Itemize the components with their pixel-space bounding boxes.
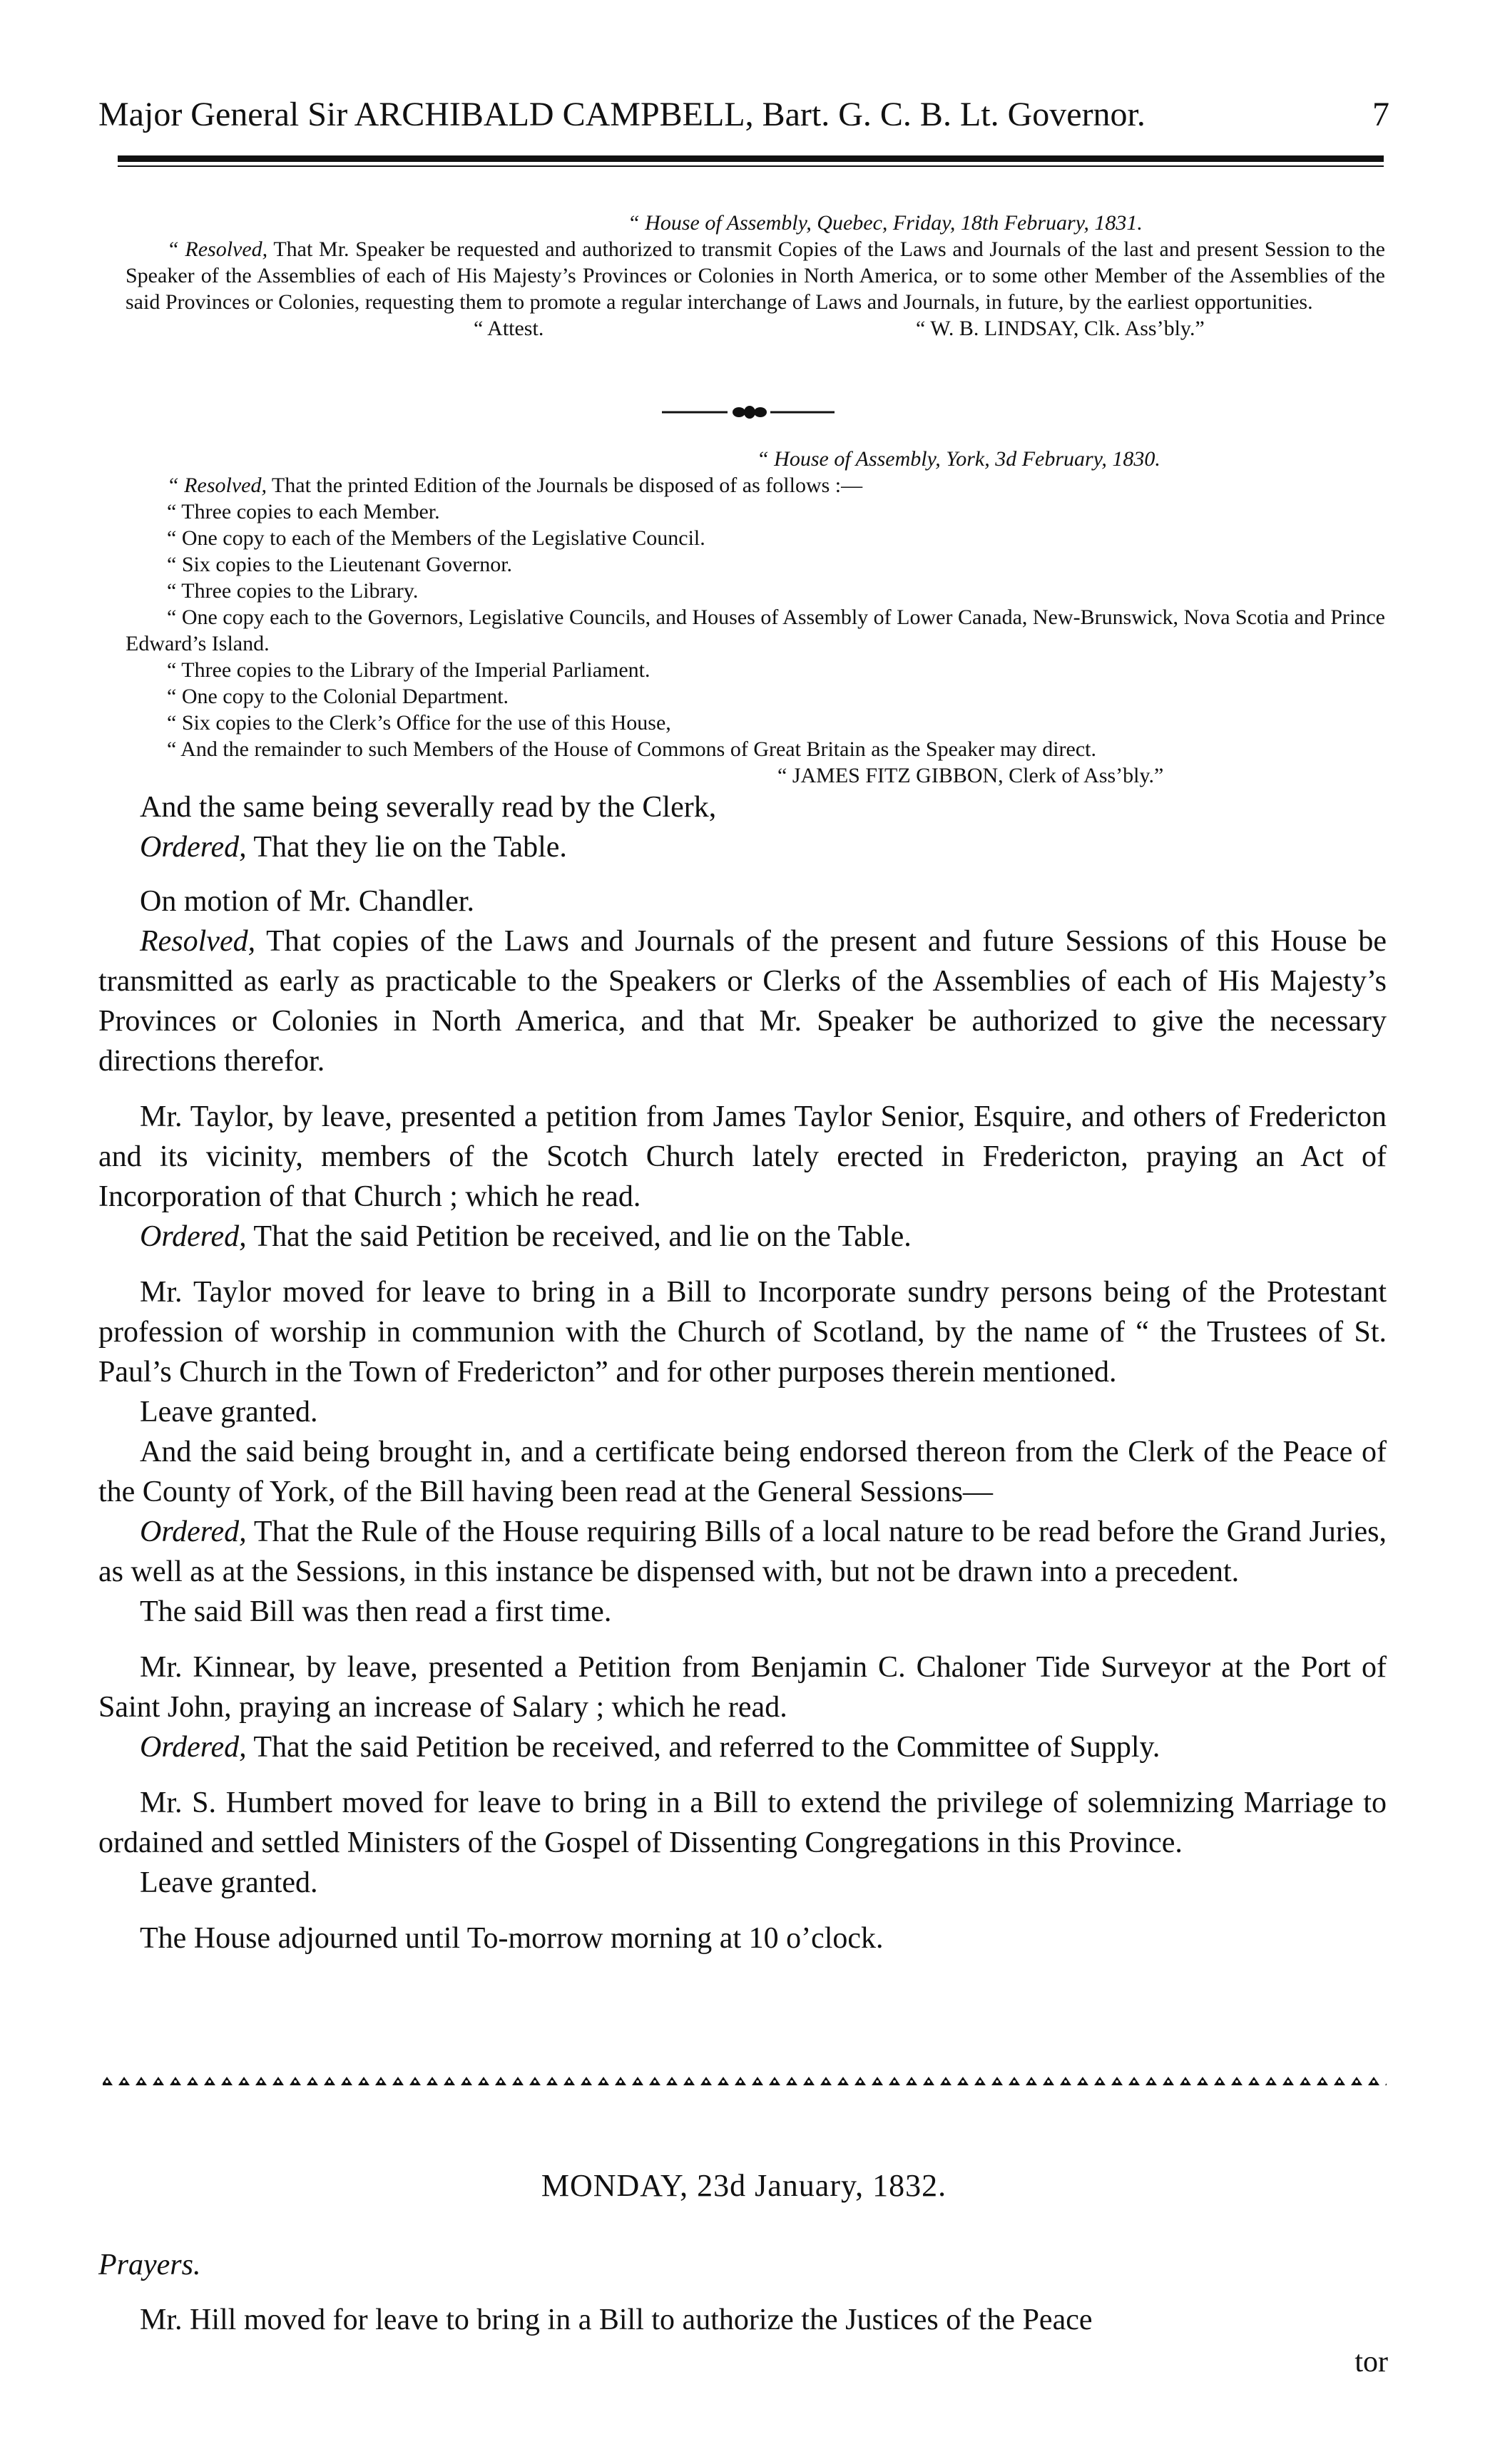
ordered-text: That the said Petition be received, and lie on the Table.: [246, 1220, 912, 1253]
page-number: 7: [1372, 96, 1389, 133]
york-item: “ Three copies to each Member.: [167, 500, 440, 523]
paragraph-ordered-rule: [98, 1512, 1387, 1592]
ordered-text: That the Rule of the House requiring Bills of a local nature to be read before the Grand Juries, as well as at the Sessions, in this instance be dispensed with, but not be drawn into a precedent.: [98, 1515, 1387, 1588]
paragraph-leave-granted: Leave granted.: [140, 1396, 318, 1428]
quebec-resolved-text: That Mr. Speaker be requested and authorized to transmit Copies of the Laws and Journals of the last and present Session to the Speaker of the Assemblies of each of His Majesty’s Provinces or Colonies in North America, or to some other Member of the Assemblies of the said Provinces or Colonies, requesting them to promote a regular interchange of Laws and Journals, in future, by the earliest opportunities.: [126, 237, 1385, 314]
catchword: tor: [1354, 2346, 1388, 2378]
prayers-text: Prayers.: [98, 2249, 201, 2281]
york-item: “ Six copies to the Clerk’s Office for the use of this House,: [167, 711, 671, 735]
header-rule-thick: [118, 155, 1384, 162]
york-item: “ And the remainder to such Members of the House of Commons of Great Britain as the Speaker may direct.: [167, 737, 1096, 761]
journal-body: [98, 787, 1387, 1958]
paragraph-bill-brought-in: And the said being brought in, and a certificate being endorsed thereon from the Clerk of the Peace of the County of York, of the Bill having been read at the General Sessions—: [98, 1436, 1387, 1508]
quebec-heading: “ House of Assembly, Quebec, Friday, 18th February, 1831.: [628, 211, 1143, 235]
ordered-word: Ordered,: [140, 1515, 247, 1548]
york-item: “ Three copies to the Library of the Imperial Parliament.: [167, 658, 650, 682]
quebec-resolved-word: “ Resolved,: [167, 237, 268, 261]
paragraph-kinnear-petition: Mr. Kinnear, by leave, presented a Petition from Benjamin C. Chaloner Tide Surveyor at the Port of Saint John, praying an increase of Salary ; which he read.: [98, 1651, 1387, 1724]
york-extract: [126, 446, 1385, 789]
paragraph-motion-chandler: On motion of Mr. Chandler.: [140, 885, 474, 918]
paragraph-ordered-petition: [98, 1217, 1387, 1257]
ordered-word: Ordered,: [140, 1220, 247, 1253]
quebec-attest: “ Attest.: [474, 317, 544, 340]
ordered-word: Ordered,: [140, 1731, 247, 1764]
ordered-word: Ordered,: [140, 831, 247, 864]
paragraph-humbert-bill: Mr. S. Humbert moved for leave to bring in a Bill to extend the privilege of solemnizing Marriage to ordained and settled Ministers of the Gospel of Dissenting Congregations in this Province.: [98, 1786, 1387, 1859]
date-heading: MONDAY, 23d January, 1832.: [541, 2168, 947, 2203]
paragraph-read-by-clerk: And the same being severally read by the Clerk,: [140, 791, 717, 824]
paragraph-taylor-bill: Mr. Taylor moved for leave to bring in a Bill to Incorporate sundry persons being of the Protestant profession of worship in communion with the Church of Scotland, by the name of “ the Trustees of St. Paul’s Church in the Town of Fredericton” and for other purposes therein mentioned.: [98, 1276, 1387, 1389]
quebec-extract: [126, 210, 1385, 342]
quebec-attest-line: [126, 315, 1385, 342]
prayers: [98, 2245, 200, 2285]
star-divider: [98, 2072, 1389, 2090]
resolved-word: Resolved,: [140, 925, 256, 958]
york-signature: “ JAMES FITZ GIBBON, Clerk of Ass’bly.”: [777, 764, 1164, 787]
york-item: “ Six copies to the Lieutenant Governor.: [167, 553, 513, 576]
york-resolved-text: That the printed Edition of the Journals be disposed of as follows :—: [266, 474, 863, 497]
header-rule-thin: [118, 165, 1384, 167]
york-item: “ One copy to the Colonial Department.: [167, 685, 509, 708]
quebec-resolution: [126, 236, 1385, 315]
quebec-signature: “ W. B. LINDSAY, Clk. Ass’bly.”: [916, 317, 1205, 340]
york-resolved-word: “ Resolved,: [167, 474, 267, 497]
running-header: [98, 93, 1389, 136]
paragraph-first-reading: The said Bill was then read a first time.: [140, 1595, 612, 1628]
york-item: “ Three copies to the Library.: [167, 579, 419, 603]
paragraph-hill-bill: Mr. Hill moved for leave to bring in a Bill to authorize the Justices of the Peace: [140, 2304, 1093, 2336]
york-heading: “ House of Assembly, York, 3d February, 1830.: [757, 447, 1160, 471]
ordered-text: That they lie on the Table.: [246, 831, 567, 864]
york-item: “ One copy to each of the Members of the Legislative Council.: [167, 526, 705, 550]
resolved-text: That copies of the Laws and Journals of the present and future Sessions of this House be transmitted as early as practicable to the Speakers or Clerks of the Assemblies of each of His Majesty’s Provinces or Colonies in North America, and that Mr. Speaker be authorized to give the necessary directions therefor.: [98, 925, 1387, 1078]
header-title: Major General Sir ARCHIBALD CAMPBELL, Bart. G. C. B. Lt. Governor.: [98, 96, 1145, 133]
paragraph-adjournment: The House adjourned until To-morrow morning at 10 o’clock.: [140, 1922, 884, 1955]
paragraph-ordered-supply: [98, 1727, 1387, 1767]
paragraph-resolved-copies: [98, 921, 1387, 1081]
paragraph-ordered-table: [98, 827, 1387, 867]
ordered-text: That the said Petition be received, and referred to the Committee of Supply.: [246, 1731, 1160, 1764]
paragraph-leave-granted: Leave granted.: [140, 1866, 318, 1899]
paragraph-taylor-petition: Mr. Taylor, by leave, presented a petition from James Taylor Senior, Esquire, and others of Fredericton and its vicinity, members of the Scotch Church lately erected in Fredericton, praying an Act of Incorporation of that Church ; which he read.: [98, 1100, 1387, 1213]
ornament-divider: [656, 402, 842, 423]
york-resolution: [126, 472, 1385, 499]
york-item: “ One copy each to the Governors, Legislative Councils, and Houses of Assembly of Lower Canada, New-Brunswick, Nova Scotia and Prince Edward’s Island.: [126, 605, 1385, 655]
